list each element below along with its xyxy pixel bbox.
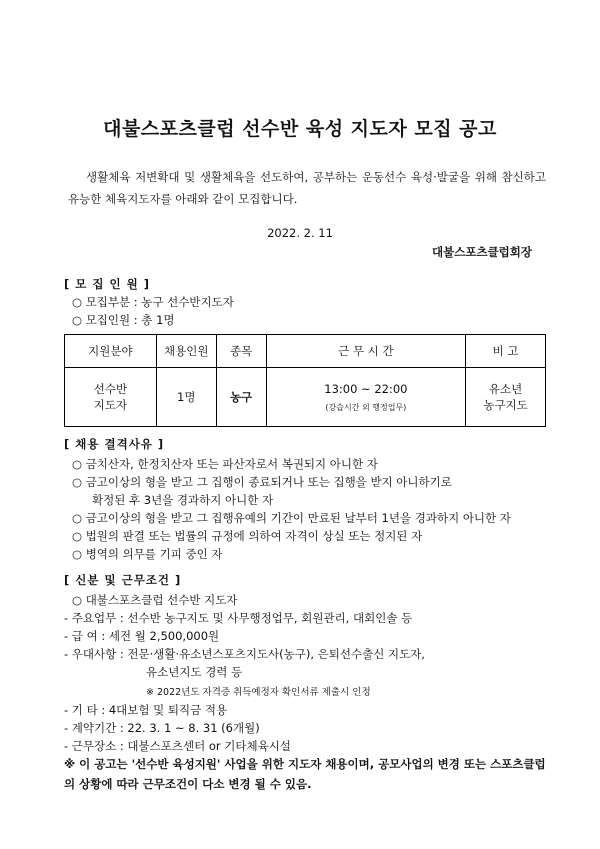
list-item: - 급 여 : 세전 월 2,500,000원: [64, 629, 220, 643]
cell-hours: 13:00 ~ 22:00 (강습시간 외 행정업무): [266, 368, 466, 427]
table-header-row: [65, 335, 546, 368]
header-field: 지원분야: [65, 335, 157, 368]
cell-count: 1명: [156, 368, 216, 427]
intro-text: 생활체육 저변확대 및 생활체육을 선도하여, 공부하는 운동선수 육성·발굴을 위해 참신하고 유능한 체육지도자를 아래와 같이 모집합니다.: [68, 170, 546, 206]
header-hours: 근 무 시 간: [266, 335, 466, 368]
list-item: ○ 법원의 판결 또는 법률의 규정에 의하여 자격이 상실 또는 정지된 자: [72, 529, 423, 543]
list-item: ○ 금치산자, 한정치산자 또는 파산자로서 복권되지 아니한 자: [72, 457, 378, 471]
list-item: - 우대사항 : 전문·생활·유소년스포츠지도사(농구), 은퇴선수출신 지도자,: [64, 647, 425, 661]
list-item: - 계약기간 : 22. 3. 1 ~ 8. 31 (6개월): [64, 721, 260, 735]
recruit-table: [64, 334, 546, 427]
recruit-field-item: ○ 모집부분 : 농구 선수반지도자: [72, 295, 234, 309]
notice-text: ※ 이 공고는 '선수반 육성지원' 사업을 위한 지도자 채용이며, 공모사업의 변경 또는 스포츠클럽의 상황에 따라 근무조건이 다소 변경 될 수 있음.: [64, 757, 546, 791]
certificate-note: ※ 2022년도 자격증 취득예정자 확인서류 제출시 인정: [146, 687, 371, 698]
cell-sport: 농구: [216, 368, 266, 427]
header-sport: 종목: [216, 335, 266, 368]
recruit-count-item: ○ 모집인원 : 총 1명: [72, 313, 175, 327]
list-item: - 기 타 : 4대보험 및 퇴직금 적용: [64, 703, 228, 717]
list-item: 확정된 후 3년을 경과하지 아니한 자: [92, 493, 274, 507]
list-item: ○ 금고이상의 형을 받고 그 집행유예의 기간이 만료된 날부터 1년을 경과하지 아니한 자: [72, 511, 511, 525]
header-remark: 비 고: [466, 335, 546, 368]
list-item: - 주요업무 : 선수반 농구지도 및 사무행정업무, 회원관리, 대회인솔 등: [64, 611, 413, 625]
list-item: ○ 금고이상의 형을 받고 그 집행이 종료되거나 또는 집행을 받지 아니하기로: [72, 475, 452, 489]
page-title: 대불스포츠클럽 선수반 육성 지도자 모집 공고: [103, 118, 497, 140]
cell-remark: 유소년 농구지도: [466, 368, 546, 427]
list-item: 유소년지도 경력 등: [146, 665, 243, 679]
section-disqualification-heading: [ 채용 결격사유 ]: [64, 437, 165, 451]
cell-field: 선수반 지도자: [65, 368, 157, 427]
list-item: ○ 병역의 의무를 기피 중인 자: [72, 547, 223, 561]
list-item: - 근무장소 : 대불스포츠센터 or 기타체육시설: [64, 739, 291, 753]
intro-paragraph: [68, 166, 546, 210]
announcement-date: 2022. 2. 11: [267, 226, 333, 240]
organization-name: 대불스포츠클럽회장: [432, 245, 532, 259]
list-item: ○ 대불스포츠클럽 선수반 지도자: [72, 593, 238, 607]
hours-note: (강습시간 외 행정업무): [325, 402, 407, 412]
table-row: [65, 368, 546, 427]
header-count: 채용인원: [156, 335, 216, 368]
section-conditions-heading: [ 신분 및 근무조건 ]: [64, 573, 182, 587]
section-recruit-heading: [ 모 집 인 원 ]: [64, 277, 150, 291]
